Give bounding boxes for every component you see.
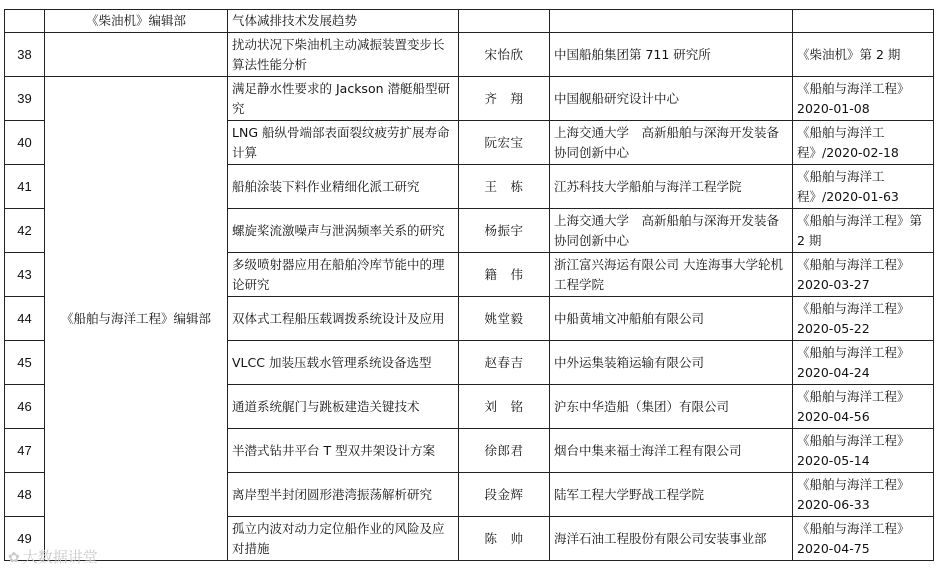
source-cell: 《船舶与海洋工程》/2020-01-63: [793, 165, 934, 209]
org-cell: 中船黄埔文冲船舶有限公司: [550, 297, 793, 341]
row-number: 48: [5, 473, 45, 517]
source-cell: 《船舶与海洋工程》2020-05-22: [793, 297, 934, 341]
source-cell: 《船舶与海洋工程》2020-06-33: [793, 473, 934, 517]
source-cell: 《船舶与海洋工程》2020-04-24: [793, 341, 934, 385]
title-cell: LNG 船纵骨端部表面裂纹疲劳扩展寿命计算: [228, 121, 459, 165]
title-cell: 多级喷射器应用在船舶冷库节能中的理论研究: [228, 253, 459, 297]
title-cell: 半潜式钻井平台 T 型双井架设计方案: [228, 429, 459, 473]
author-cell: 宋怡欣: [459, 33, 550, 77]
row-number: 38: [5, 33, 45, 77]
org-cell: 中国舰船研究设计中心: [550, 77, 793, 121]
watermark-text: 大数据讲堂: [22, 548, 98, 566]
source-cell: 《船舶与海洋工程》2020-03-27: [793, 253, 934, 297]
org-cell: 中外运集装箱运输有限公司: [550, 341, 793, 385]
title-cell: 离岸型半封闭圆形港湾振荡解析研究: [228, 473, 459, 517]
title-cell: 扰动状况下柴油机主动减振装置变步长算法性能分析: [228, 33, 459, 77]
org-cell: [550, 10, 793, 33]
row-number: 43: [5, 253, 45, 297]
source-cell: 《柴油机》第 2 期: [793, 33, 934, 77]
author-cell: 刘 铭: [459, 385, 550, 429]
title-cell: VLCC 加装压载水管理系统设备选型: [228, 341, 459, 385]
source-cell: 《船舶与海洋工程》2020-05-14: [793, 429, 934, 473]
author-cell: 齐 翔: [459, 77, 550, 121]
butterfly-logo-icon: ✿: [8, 550, 20, 566]
publisher-cell: 《柴油机》编辑部: [45, 10, 228, 33]
row-number: 46: [5, 385, 45, 429]
org-cell: 江苏科技大学船舶与海洋工程学院: [550, 165, 793, 209]
source-cell: 《船舶与海洋工程》第 2 期: [793, 209, 934, 253]
table-row: [5, 33, 934, 77]
row-number: 45: [5, 341, 45, 385]
title-cell: 螺旋桨流激噪声与泄涡频率关系的研究: [228, 209, 459, 253]
row-number: [5, 10, 45, 33]
title-cell: 满足静水性要求的 Jackson 潜艇船型研究: [228, 77, 459, 121]
title-cell: 双体式工程船压载调拨系统设计及应用: [228, 297, 459, 341]
author-cell: [459, 10, 550, 33]
publisher-cell: [45, 33, 228, 77]
org-cell: 浙江富兴海运有限公司 大连海事大学轮机工程学院: [550, 253, 793, 297]
row-number: 39: [5, 77, 45, 121]
org-cell: 烟台中集来福士海洋工程有限公司: [550, 429, 793, 473]
publisher-cell: 《船舶与海洋工程》编辑部: [45, 77, 228, 561]
org-cell: 陆军工程大学野战工程学院: [550, 473, 793, 517]
row-number: 41: [5, 165, 45, 209]
row-number: 42: [5, 209, 45, 253]
table-row: [5, 10, 934, 33]
org-cell: 海洋石油工程股份有限公司安装事业部: [550, 517, 793, 561]
title-cell: 通道系统艉门与跳板建造关键技术: [228, 385, 459, 429]
author-cell: 籍 伟: [459, 253, 550, 297]
author-cell: 姚堂毅: [459, 297, 550, 341]
title-cell: 孤立内波对动力定位船作业的风险及应对措施: [228, 517, 459, 561]
source-cell: 《船舶与海洋工程》/2020-02-18: [793, 121, 934, 165]
source-cell: [793, 10, 934, 33]
source-cell: 《船舶与海洋工程》2020-01-08: [793, 77, 934, 121]
row-number: 49: [5, 517, 45, 561]
author-cell: 徐郎君: [459, 429, 550, 473]
author-cell: 段金辉: [459, 473, 550, 517]
title-cell: 气体减排技术发展趋势: [228, 10, 459, 33]
row-number: 47: [5, 429, 45, 473]
org-cell: 上海交通大学 高新船舶与深海开发装备协同创新中心: [550, 121, 793, 165]
org-cell: 中国船舶集团第 711 研究所: [550, 33, 793, 77]
row-number: 40: [5, 121, 45, 165]
source-cell: 《船舶与海洋工程》2020-04-75: [793, 517, 934, 561]
author-cell: 阮宏宝: [459, 121, 550, 165]
source-cell: 《船舶与海洋工程》2020-04-56: [793, 385, 934, 429]
org-cell: 上海交通大学 高新船舶与深海开发装备协同创新中心: [550, 209, 793, 253]
author-cell: 赵春吉: [459, 341, 550, 385]
author-cell: 陈 帅: [459, 517, 550, 561]
org-cell: 沪东中华造船（集团）有限公司: [550, 385, 793, 429]
title-cell: 船舶涂装下料作业精细化派工研究: [228, 165, 459, 209]
author-cell: 王 栋: [459, 165, 550, 209]
document-table: [4, 9, 934, 561]
author-cell: 杨振宇: [459, 209, 550, 253]
row-number: 44: [5, 297, 45, 341]
watermark: [8, 546, 98, 567]
table-row: [5, 77, 934, 121]
